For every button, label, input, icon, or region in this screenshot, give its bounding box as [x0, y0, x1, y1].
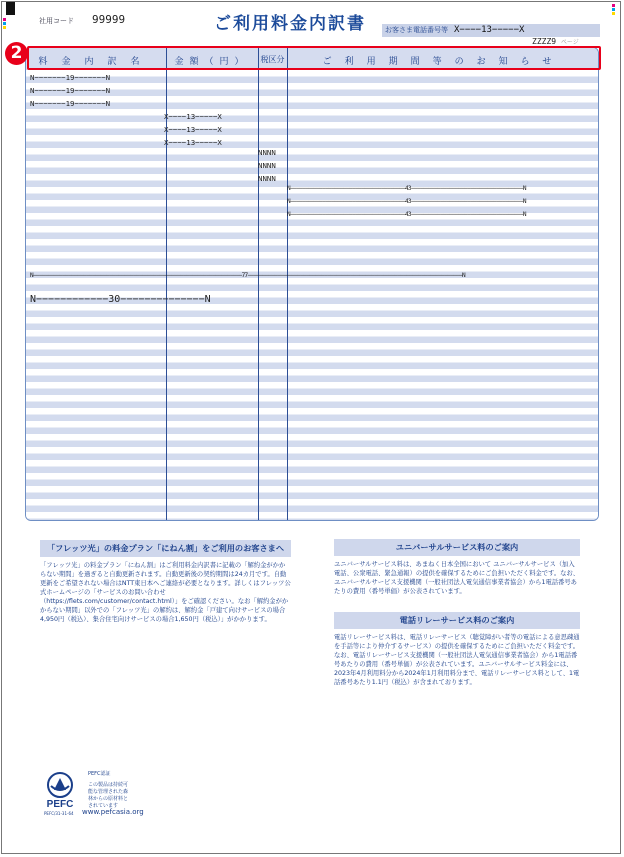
table-row: X−−−−13−−−−−X [164, 125, 222, 134]
table-row: X−−−−13−−−−−X [164, 138, 222, 147]
relay-service-notice [334, 612, 580, 687]
column-header-tax: 税区分 [260, 55, 285, 64]
table-row: N−−−−−−−−−−−−−−−−−−−−−−−−−−−−−−−−−−−−−−−43−−−−−−−−−−−−−−−−−−−−−−−−−−−−−−−−−−−−−−N [287, 185, 526, 192]
column-header-amount: 金額（円） [174, 57, 250, 67]
relay-notice-title: 電話リレーサービス料のご案内 [334, 612, 580, 629]
table-row: NNNN [258, 148, 276, 157]
table-row: N−−−−−−−−−−−−−−−−−−−−−−−−−−−−−−−−−−−−−−−43−−−−−−−−−−−−−−−−−−−−−−−−−−−−−−−−−−−−−−N [287, 198, 526, 205]
table-row: NNNN [258, 161, 276, 170]
table-row: NNNN [258, 174, 276, 183]
pefc-note: この製品は持続可能な管理された森林からの原材料とされています [88, 782, 129, 809]
column-header-period: ご利用期間等のお知らせ [322, 57, 565, 67]
color-dots-right [612, 4, 615, 16]
section-number-badge: 2 [5, 42, 28, 65]
flets-notice-body: 「フレッツ光」の料金プラン「にねん割」はご利用料金内訳書に記載の「解約金がかからない期間」を過ぎると自動更新されます。自動更新後の契約期間は24カ月です。自動更新をご希望されない場合はNTT東日本へご連絡が必要となります。詳しくはフレッツ公式ホームページの「サービスのお問い合わせ（https://flets.com/customer/contact.html）」をご確認ください。なお「解約金がかからない期間」以外での「フレッツ光」の解約は、解約金「戸建て向けサービスの場合4,950円（税込）、集合住宅向けサービスの場合1,650円（税込）」がかかります。 [40, 562, 291, 623]
color-dots-left [3, 18, 6, 30]
registration-mark [6, 2, 15, 15]
page-title: ご利用料金内訳書 [214, 14, 366, 34]
pefc-logo [40, 770, 80, 810]
universal-notice-body: ユニバーサルサービス料は、あまねく日本全国において ユニバーサルサービス（加入電話、公衆電話、緊急通報）の提供を確保するためにご負担いただく料金です。なお、ユニバーサルサービス支援機関（一般社団法人電気通信事業者協会）から1電話番号あたりの費用（番号単価）が公表されています。 [334, 561, 580, 595]
pefc-certified: PEFC認証 [88, 771, 111, 777]
table-row: N−−−−−−−−−−−−30−−−−−−−−−−−−−−N [30, 294, 211, 305]
table-row: N−−−−−−−19−−−−−−−N [30, 73, 111, 82]
relay-notice-body: 電話リレーサービス料は、電話リレーサービス（聴覚障がい者等の電話による意思疎通を手話等により仲介するサービス）の提供を確保するためにご負担いただく料金です。なお、電話リレーサービス支援機関（一般社団法人電気通信事業者協会）から1電話番号あたりの費用（番号単価）が公表されています。ユニバーサルサービス料金には、2023年4月利用料分から2024年1月利用料分まで、電話リレーサービス料として、1電話番号あたり1.1円（税込）が含まれております。 [334, 634, 580, 686]
universal-service-notice [334, 539, 580, 596]
flets-notice [40, 540, 291, 624]
customer-number: お客さま電話番号等 X−−−−13−−−−−X [382, 24, 600, 37]
table-row: X−−−−13−−−−−X [164, 112, 222, 121]
company-code: 社用コード 99999 [39, 13, 126, 26]
charges-table [25, 47, 599, 521]
highlight-box [27, 46, 601, 70]
pefc-url: www.pefcasia.org [82, 808, 144, 816]
universal-notice-title: ユニバーサルサービス料のご案内 [334, 539, 580, 556]
page-number: ZZZZ9 ページ [532, 37, 579, 46]
pefc-code: PEFC/31-31-64 [44, 811, 74, 816]
table-row: N−−−−−−−−−−−−−−−−−−−−−−−−−−−−−−−−−−−−−−−43−−−−−−−−−−−−−−−−−−−−−−−−−−−−−−−−−−−−−−N [287, 211, 526, 218]
table-row: N−−−−−−−−−−−−−−−−−−−−−−−−−−−−−−−−−−−−−−−−−−−−−−−−−−−−−−−−−−−−−−−−−−−−−−−77−−−−−−−−−−−−−−−−−−−−−−−−−−−−−−−−−−−−−−−−−−−−−−−−−−−−−−−−−−−−−−−−−−−−−−−−−N [30, 272, 465, 279]
column-divider [258, 48, 259, 520]
column-divider [287, 48, 288, 520]
column-header-name: 料金内訳名 [38, 57, 154, 67]
flets-notice-title: 「フレッツ光」の料金プラン「にねん割」をご利用のお客さまへ [40, 540, 291, 557]
pefc-info [88, 771, 130, 810]
table-row: N−−−−−−−19−−−−−−−N [30, 86, 111, 95]
pefc-logo-text: PEFC [46, 799, 74, 810]
table-row: N−−−−−−−19−−−−−−−N [30, 99, 111, 108]
